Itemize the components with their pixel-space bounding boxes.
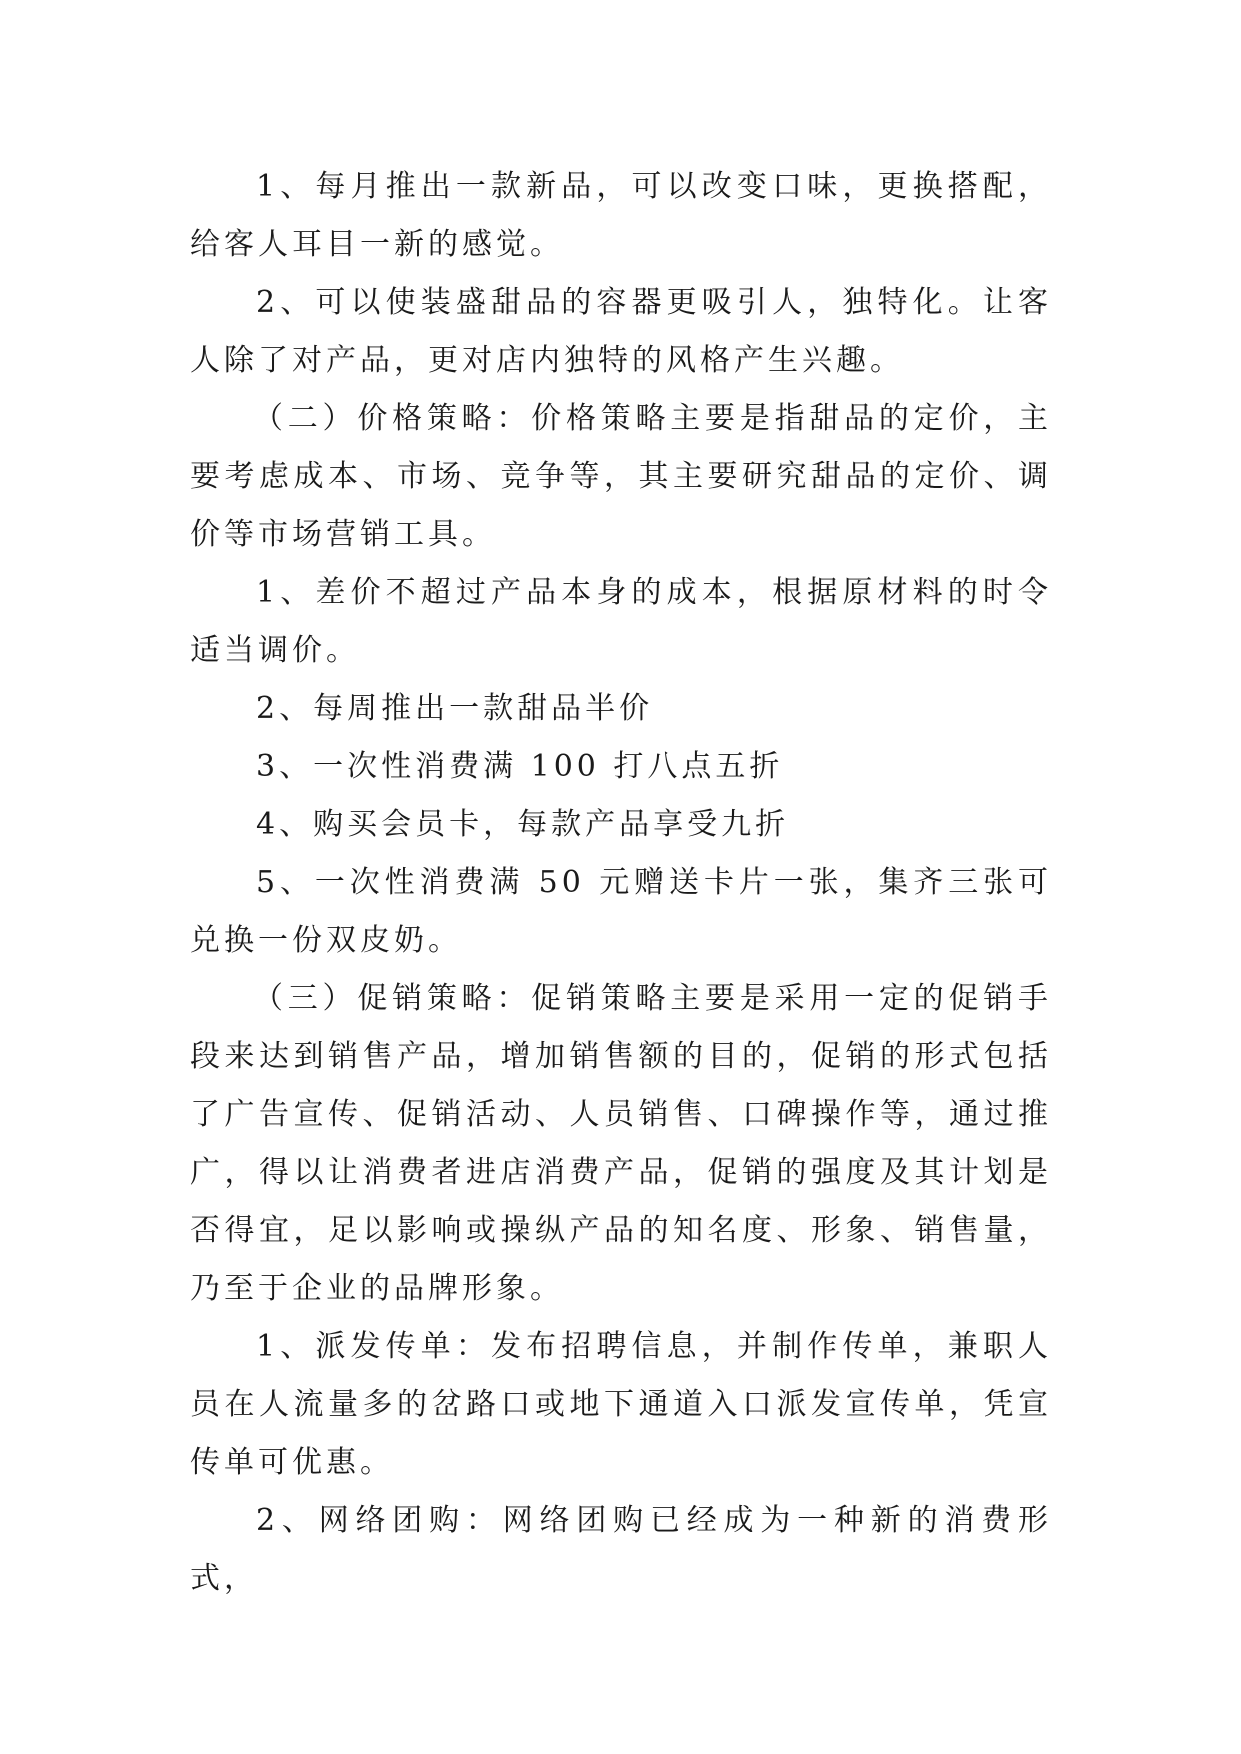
- paragraph-new-product-monthly: 1、每月推出一款新品，可以改变口味，更换搭配，给客人耳目一新的感觉。: [190, 169, 1052, 262]
- section-promotion-strategy: （三）促销策略：促销策略主要是采用一定的促销手段来达到销售产品，增加销售额的目的，促销的形式包括了广告宣传、促销活动、人员销售、口碑操作等，通过推广，得以让消费者进店消费产品，促销的强度及其计划是否得宜，足以影响或操纵产品的知名度、形象、销售量，乃至于企业的品牌形象。: [190, 981, 1052, 1306]
- paragraph-container-design: 2、可以使装盛甜品的容器更吸引人，独特化。让客人除了对产品，更对店内独特的风格产生兴趣。: [190, 285, 1052, 378]
- paragraph-price-difference: 1、差价不超过产品本身的成本，根据原材料的时令适当调价。: [190, 575, 1052, 668]
- paragraph-group-buying: 2、网络团购：网络团购已经成为一种新的消费形式，: [190, 1503, 1052, 1596]
- paragraph-flyers: 1、派发传单：发布招聘信息，并制作传单，兼职人员在人流量多的岔路口或地下通道入口派发宣传单，凭宣传单可优惠。: [190, 1329, 1052, 1480]
- paragraph-discount-100: 3、一次性消费满 100 打八点五折: [256, 749, 784, 784]
- section-pricing-strategy: （二）价格策略：价格策略主要是指甜品的定价，主要考虑成本、市场、竞争等，其主要研究甜品的定价、调价等市场营销工具。: [190, 401, 1052, 552]
- document-body: [190, 158, 1052, 1608]
- paragraph-weekly-half-price: 2、每周推出一款甜品半价: [256, 691, 654, 726]
- paragraph-card-gift-50: 5、一次性消费满 50 元赠送卡片一张，集齐三张可兑换一份双皮奶。: [190, 865, 1052, 958]
- paragraph-member-card: 4、购买会员卡，每款产品享受九折: [256, 807, 790, 842]
